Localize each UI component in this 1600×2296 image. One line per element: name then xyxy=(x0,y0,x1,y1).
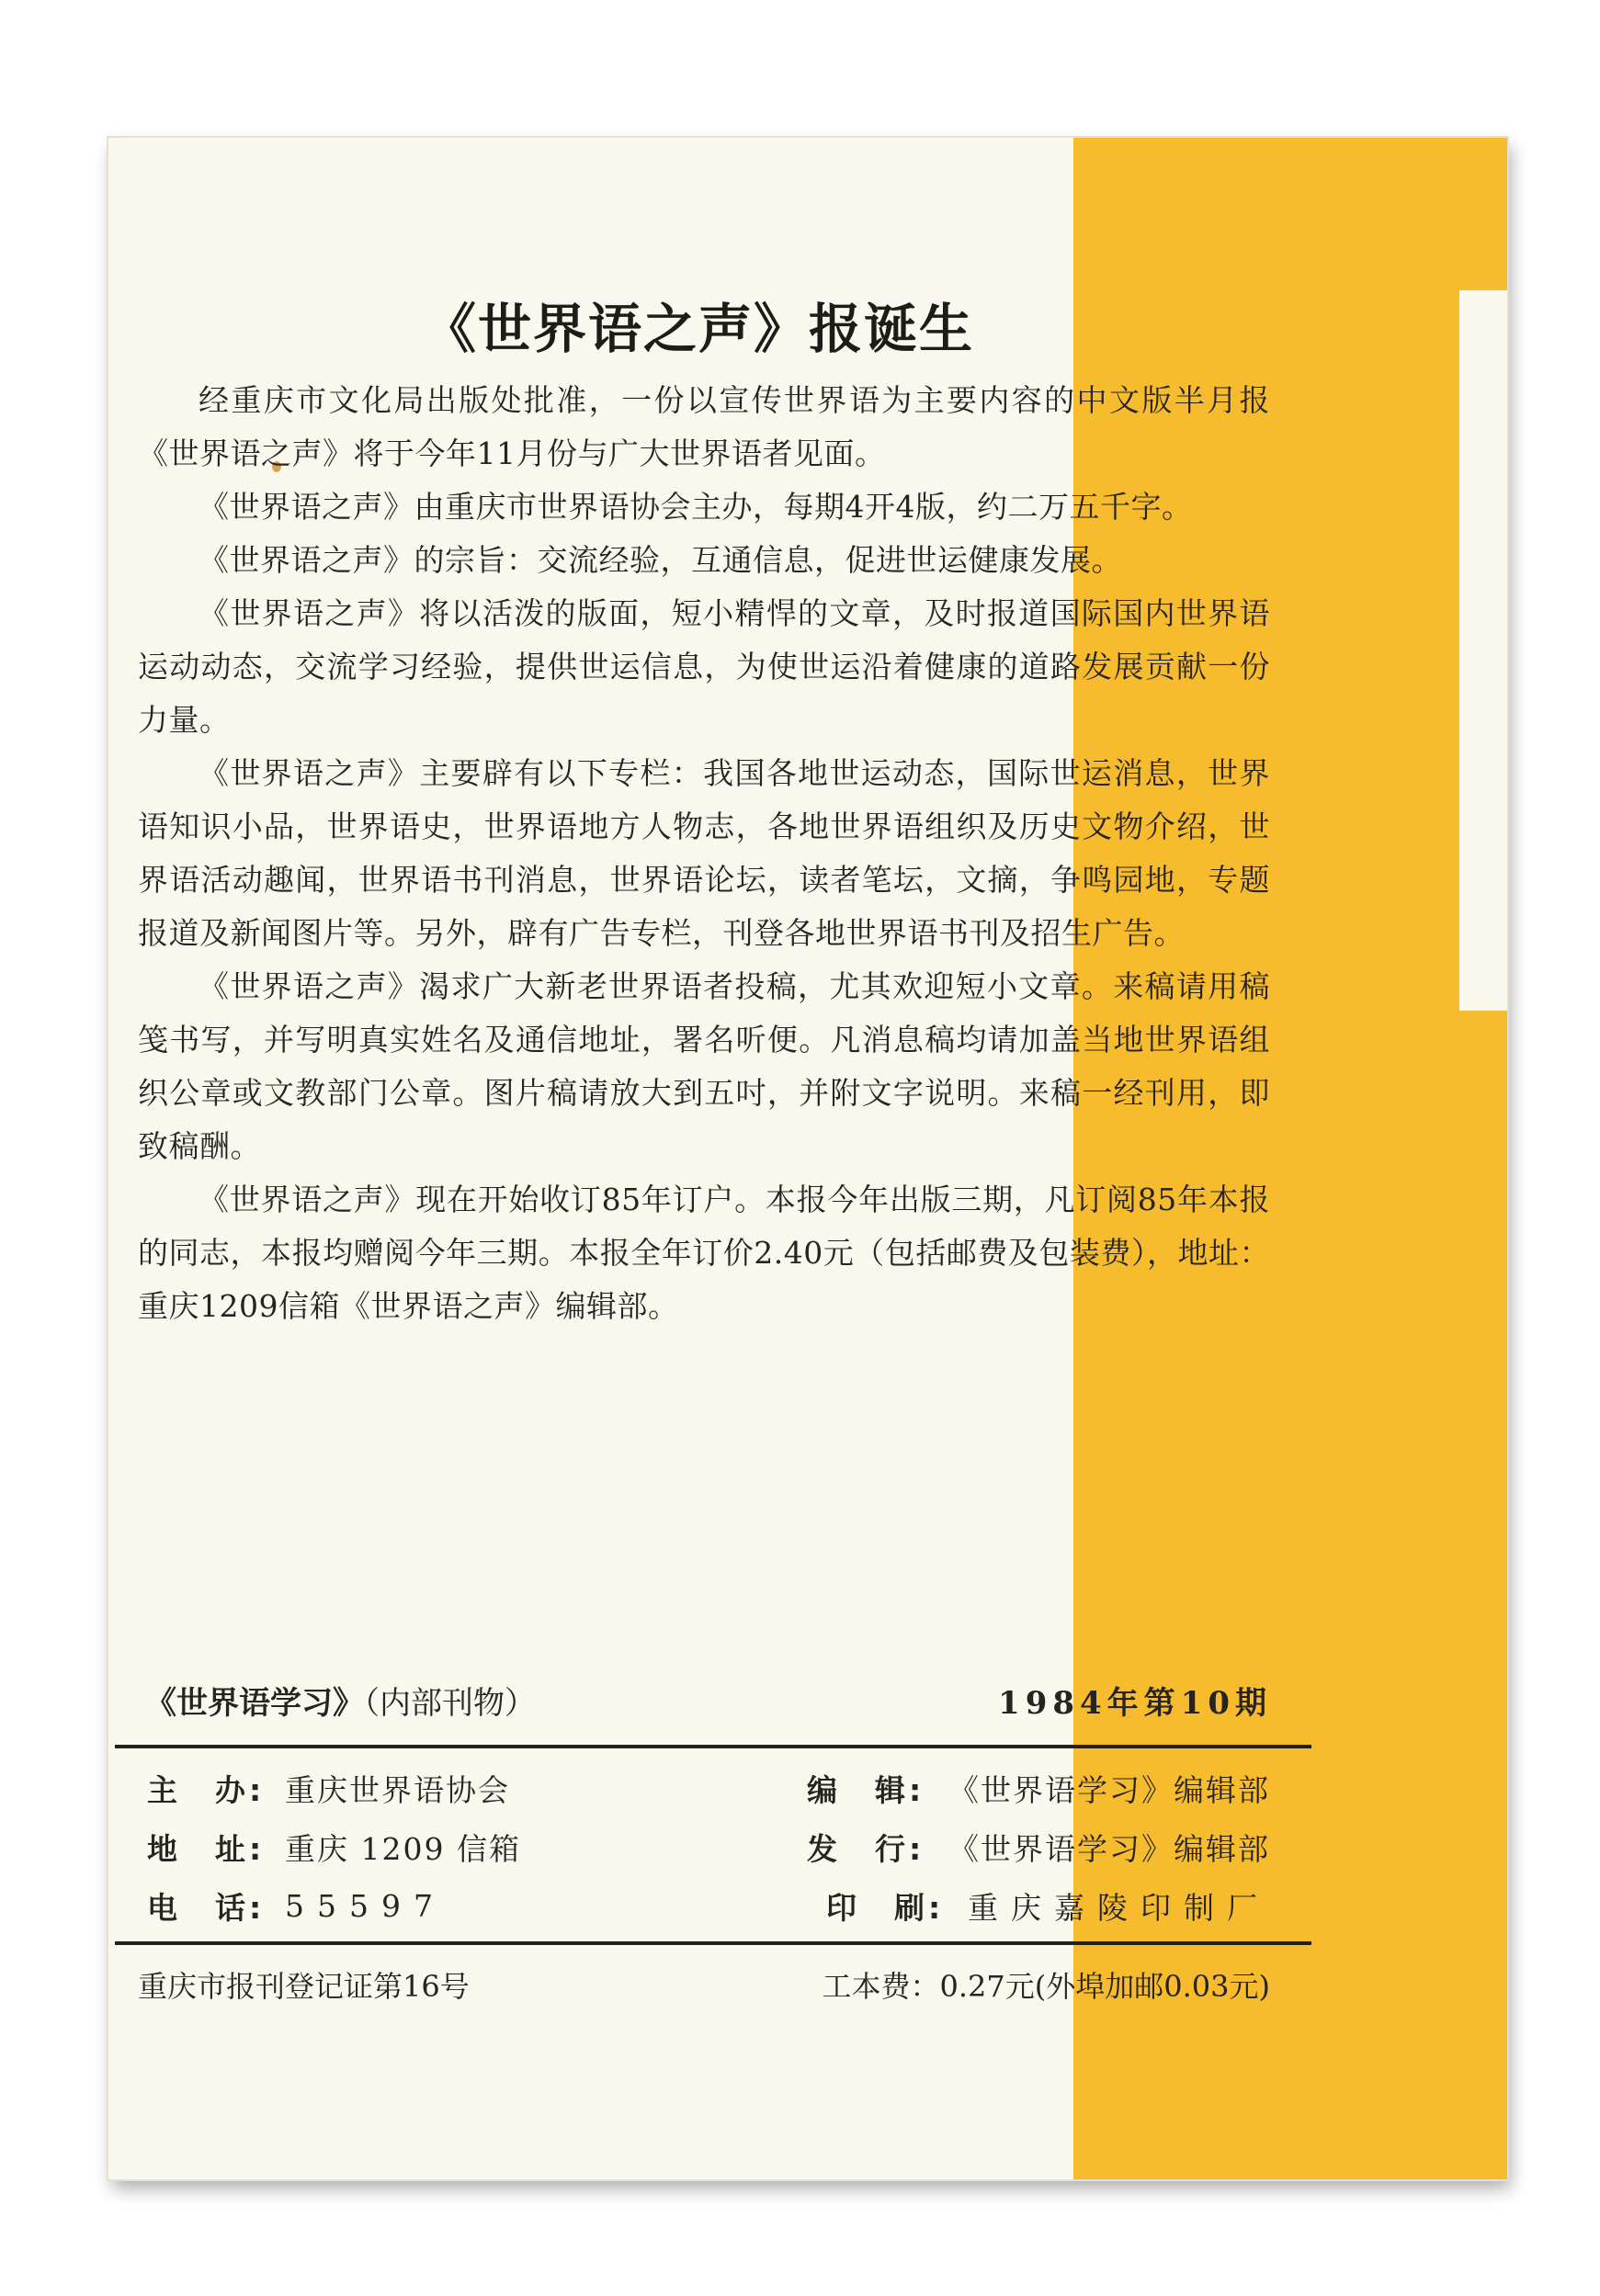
journal-title: 《世界语学习》 xyxy=(145,1684,364,1722)
address-row xyxy=(147,1821,699,1872)
phone-value: 55597 xyxy=(285,1887,446,1924)
registration-number: 重庆市报刊登记证第16号 xyxy=(138,1969,470,2004)
editor-label: 编 辑: xyxy=(807,1771,925,1808)
publication-type: （内部刊物） xyxy=(364,1684,536,1722)
printer-value: 重庆嘉陵印制厂 xyxy=(968,1889,1270,1926)
article-paragraph: 经重庆市文化局出版处批准，一份以宣传世界语为主要内容的中文版半月报《世界语之声》将于今年11月份与广大世界语者见面。 xyxy=(138,382,1270,471)
colophon-header xyxy=(145,1672,1272,1727)
colophon-rule-top xyxy=(115,1745,1311,1748)
article-paragraph: 《世界语之声》的宗旨：交流经验，互通信息，促进世运健康发展。 xyxy=(199,542,1122,578)
sponsor-row xyxy=(147,1762,699,1814)
distributor-label: 发 行: xyxy=(807,1830,925,1867)
article-paragraph: 《世界语之声》将以活泼的版面，短小精悍的文章，及时报道国际国内世界语运动动态，交流学习经验，提供世运信息，为使世运沿着健康的道路发展贡献一份力量。 xyxy=(138,595,1270,738)
article-paragraph: 《世界语之声》主要辟有以下专栏：我国各地世运动态，国际世运消息，世界语知识小品，世界语史，世界语地方人物志，各地世界语组织及历史文物介绍，世界语活动趣闻，世界语书刊消息，世界语论坛，读者笔坛，文摘，争鸣园地，专题报道及新闻图片等。另外，辟有广告专栏，刊登各地世界语书刊及招生广告。 xyxy=(138,755,1270,951)
phone-row xyxy=(147,1880,699,1931)
issue-number: 1984年第10期 xyxy=(998,1684,1272,1722)
printer-label: 印 刷: xyxy=(826,1889,945,1926)
printer-row xyxy=(826,1880,1270,1931)
colophon-info xyxy=(147,1762,1270,1931)
address-value: 重庆 1209 信箱 xyxy=(285,1830,521,1867)
band-notch xyxy=(1459,290,1507,1011)
article-paragraph: 《世界语之声》现在开始收订85年订户。本报今年出版三期，凡订阅85年本报的同志，本报均赠阅今年三期。本报全年订价2.40元（包括邮费及包装费），地址：重庆1209信箱《世界语之声》编辑部。 xyxy=(138,1182,1270,1324)
address-label: 地 址: xyxy=(147,1830,266,1867)
editor-row xyxy=(807,1762,1270,1814)
article-paragraph: 《世界语之声》渴求广大新老世界语者投稿，尤其欢迎短小文章。来稿请用稿笺书写，并写明真实姓名及通信地址，署名听便。凡消息稿均请加盖当地世界语组织公章或文教部门公章。图片稿请放大到五吋，并附文字说明。来稿一经刊用，即致稿酬。 xyxy=(138,968,1270,1164)
distributor-row xyxy=(807,1821,1270,1872)
production-cost: 工本费：0.27元(外埠加邮0.03元) xyxy=(822,1969,1270,2004)
article-paragraph: 《世界语之声》由重庆市世界语协会主办，每期4开4版，约二万五千字。 xyxy=(199,489,1193,525)
sponsor-label: 主 办: xyxy=(147,1771,266,1808)
distributor-value: 《世界语学习》编辑部 xyxy=(948,1830,1270,1867)
editor-value: 《世界语学习》编辑部 xyxy=(948,1771,1270,1808)
phone-label: 电 话: xyxy=(147,1889,266,1926)
sponsor-value: 重庆世界语协会 xyxy=(285,1771,510,1808)
journal-name xyxy=(145,1678,536,1723)
colophon-footer xyxy=(138,1957,1270,2012)
article-body xyxy=(138,374,1270,1333)
colophon-rule-bottom xyxy=(115,1941,1311,1945)
article-title: 《世界语之声》报诞生 xyxy=(423,298,975,360)
